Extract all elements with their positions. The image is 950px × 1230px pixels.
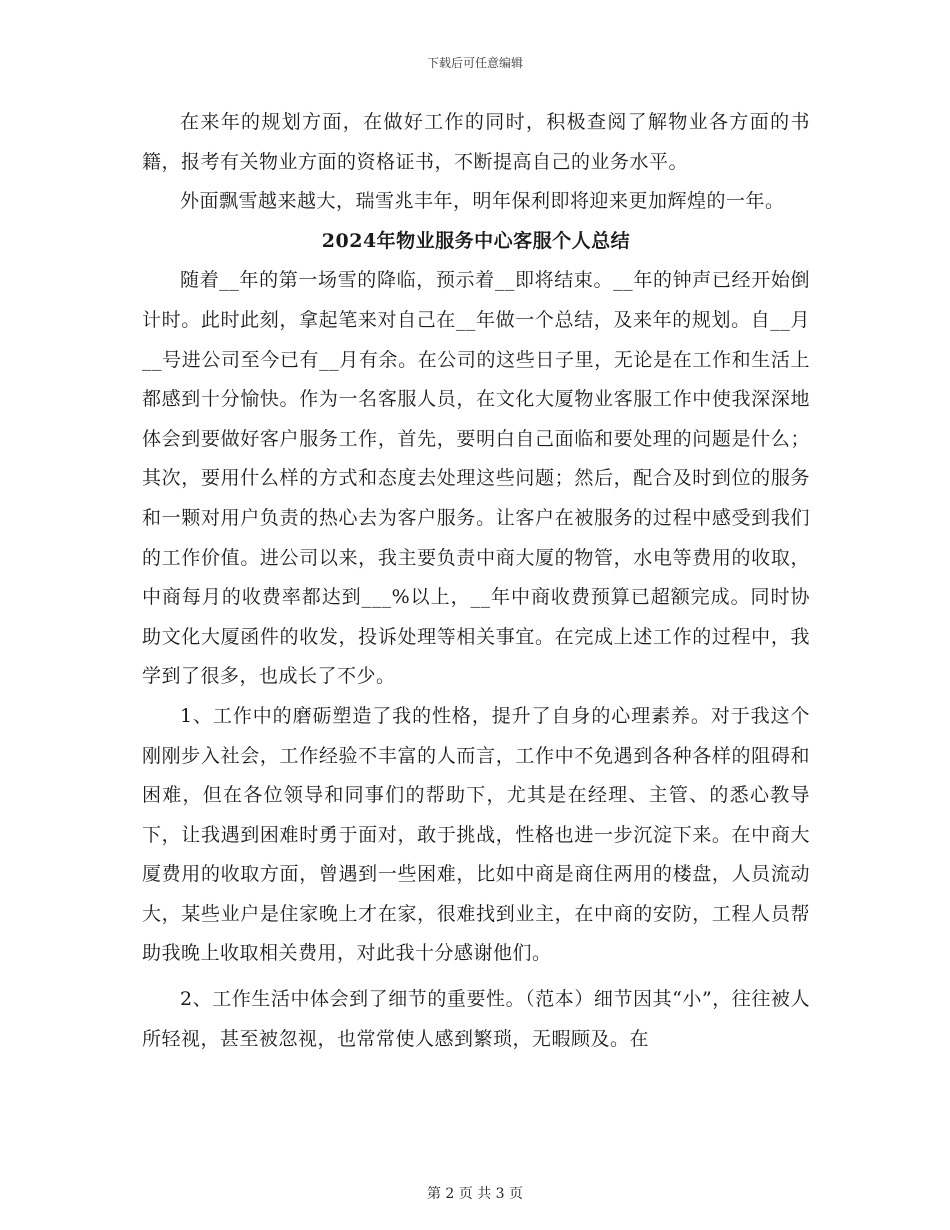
- document-body: [142, 103, 810, 1059]
- section-title: 2024年物业服务中心客服个人总结: [321, 229, 631, 252]
- paragraph-point-2: 2、工作生活中体会到了细节的重要性。（范本）细节因其“小”，往往被人所轻视，甚至被忽视，也常常使人感到繁琐，无暇顾及。在: [142, 988, 810, 1050]
- paragraph-point-1: 1、工作中的磨砺塑造了我的性格，提升了自身的心理素养。对于我这个刚刚步入社会，工作经验不丰富的人而言，工作中不免遇到各种各样的阻碍和困难，但在各位领导和同事们的帮助下，尤其是在经理、主管、的悉心教导下，让我遇到困难时勇于面对，敢于挑战，性格也进一步沉淀下来。在中商大厦费用的收取方面，曾遇到一些困难，比如中商是商住两用的楼盘，人员流动大，某些业户是住家晚上才在家，很难找到业主，在中商的安防，工程人员帮助我晚上收取相关费用，对此我十分感谢他们。: [142, 704, 810, 965]
- paragraph-plan: 在来年的规划方面，在做好工作的同时，积极查阅了解物业各方面的书籍，报考有关物业方面的资格证书，不断提高自己的业务水平。: [142, 111, 810, 173]
- page-header: 下载后可任意编辑: [426, 56, 523, 70]
- paragraph-snow: 外面飘雪越来越大，瑞雪兆丰年，明年保利即将迎来更加辉煌的一年。: [180, 190, 785, 213]
- page-footer: 第 2 页 共 3 页: [426, 1186, 524, 1202]
- paragraph-intro: 随着__年的第一场雪的降临，预示着__即将结束。__年的钟声已经开始倒计时。此时此刻，拿起笔来对自己在__年做一个总结，及来年的规划。自__月__号进公司至今已有__月有余。在公司的这些日子里，无论是在工作和生活上都感到十分愉快。作为一名客服人员，在文化大厦物业客服工作中使我深深地体会到要做好客户服务工作，首先，要明白自己面临和要处理的问题是什么；其次，要用什么样的方式和态度去处理这些问题；然后，配合及时到位的服务和一颗对用户负责的热心去为客户服务。让客户在被服务的过程中感受到我们的工作价值。进公司以来，我主要负责中商大厦的物管，水电等费用的收取，中商每月的收费率都达到___%以上，__年中商收费预算已超额完成。同时协助文化大厦函件的收发，投诉处理等相关事宜。在完成上述工作的过程中，我学到了很多，也成长了不少。: [142, 269, 810, 688]
